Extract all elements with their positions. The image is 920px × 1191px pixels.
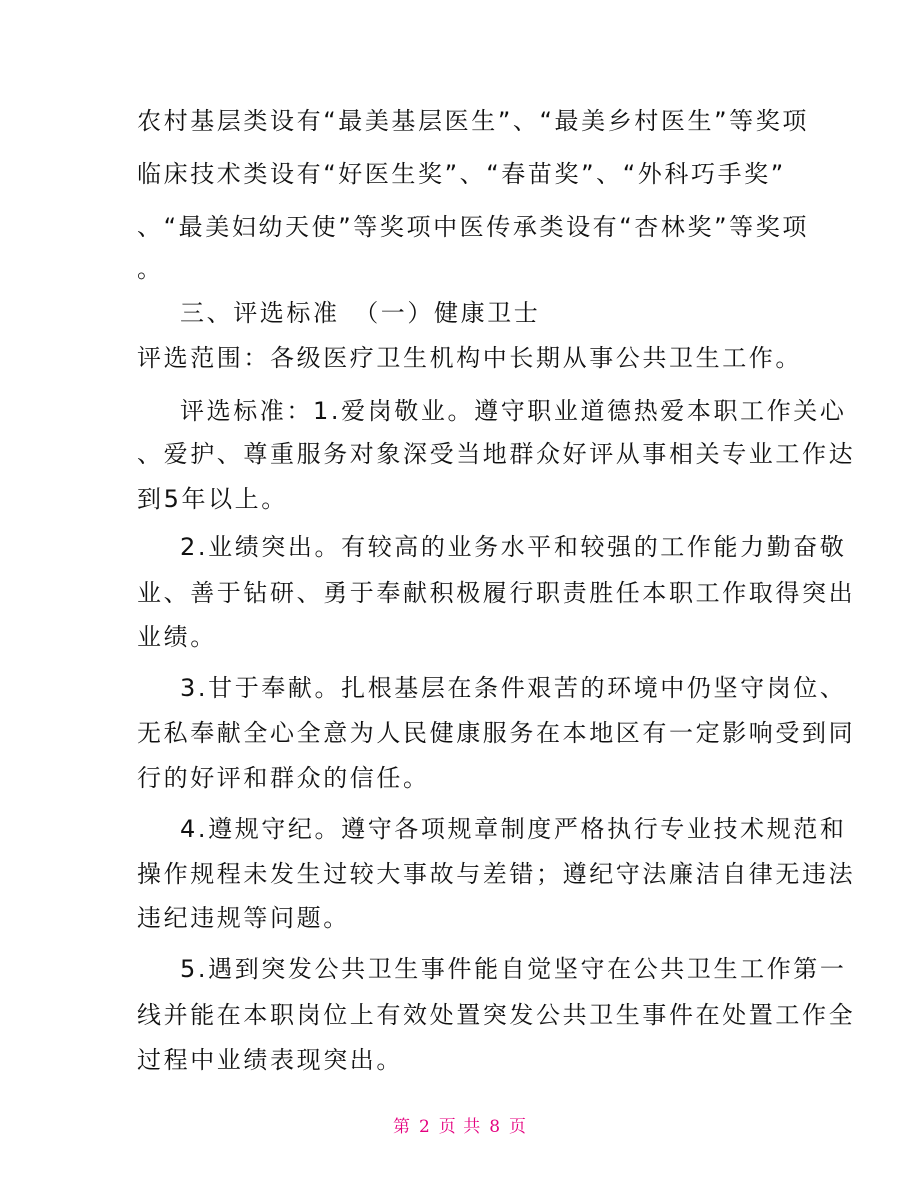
page-footer	[0, 1112, 920, 1137]
text-line: 行的好评和群众的信任。	[137, 764, 430, 792]
text-line: 5.遇到突发公共卫生事件能自觉坚守在公共卫生工作第一	[180, 955, 847, 983]
text-line: 临床技术类设有“好医生奖”、“春苗奖”、“外科巧手奖”	[137, 160, 786, 188]
text-line: 3.甘于奉献。扎根基层在条件艰苦的环境中仍坚守岗位、	[180, 674, 847, 702]
text-line: 农村基层类设有“最美基层医生”、“最美乡村医生”等奖项	[137, 107, 809, 135]
text-line: 到5年以上。	[137, 485, 288, 513]
text-line: 、“最美妇幼天使”等奖项中医传承类设有“杏林奖”等奖项	[137, 213, 809, 241]
footer-prefix: 第	[392, 1117, 411, 1137]
footer-middle: 页 共	[438, 1117, 482, 1137]
text-line: 2.业绩突出。有较高的业务水平和较强的工作能力勤奋敬	[180, 533, 847, 561]
footer-current-page: 2	[418, 1117, 431, 1137]
text-line: 、爱护、尊重服务对象深受当地群众好评从事相关专业工作达	[137, 440, 856, 468]
text-line: 评选标准：1.爱岗敬业。遵守职业道德热爱本职工作关心	[180, 397, 847, 425]
text-line: 评选范围：各级医疗卫生机构中长期从事公共卫生工作。	[137, 344, 802, 372]
text-line: 违纪违规等问题。	[137, 904, 350, 932]
text-line: 。	[137, 255, 164, 283]
footer-total-pages: 8	[489, 1117, 502, 1137]
text-line: 无私奉献全心全意为人民健康服务在本地区有一定影响受到同	[137, 719, 856, 747]
footer-suffix: 页	[509, 1117, 528, 1137]
text-line: 操作规程未发生过较大事故与差错；遵纪守法廉洁自律无违法	[137, 860, 856, 888]
text-line: 4.遵规守纪。遵守各项规章制度严格执行专业技术规范和	[180, 815, 847, 843]
text-line: 业、善于钻研、勇于奉献积极履行职责胜任本职工作取得突出	[137, 579, 856, 607]
section-heading: 三、评选标准 （一）健康卫士	[180, 299, 541, 327]
text-line: 过程中业绩表现突出。	[137, 1046, 403, 1074]
text-line: 业绩。	[137, 623, 217, 651]
text-line: 线并能在本职岗位上有效处置突发公共卫生事件在处置工作全	[137, 1001, 856, 1029]
